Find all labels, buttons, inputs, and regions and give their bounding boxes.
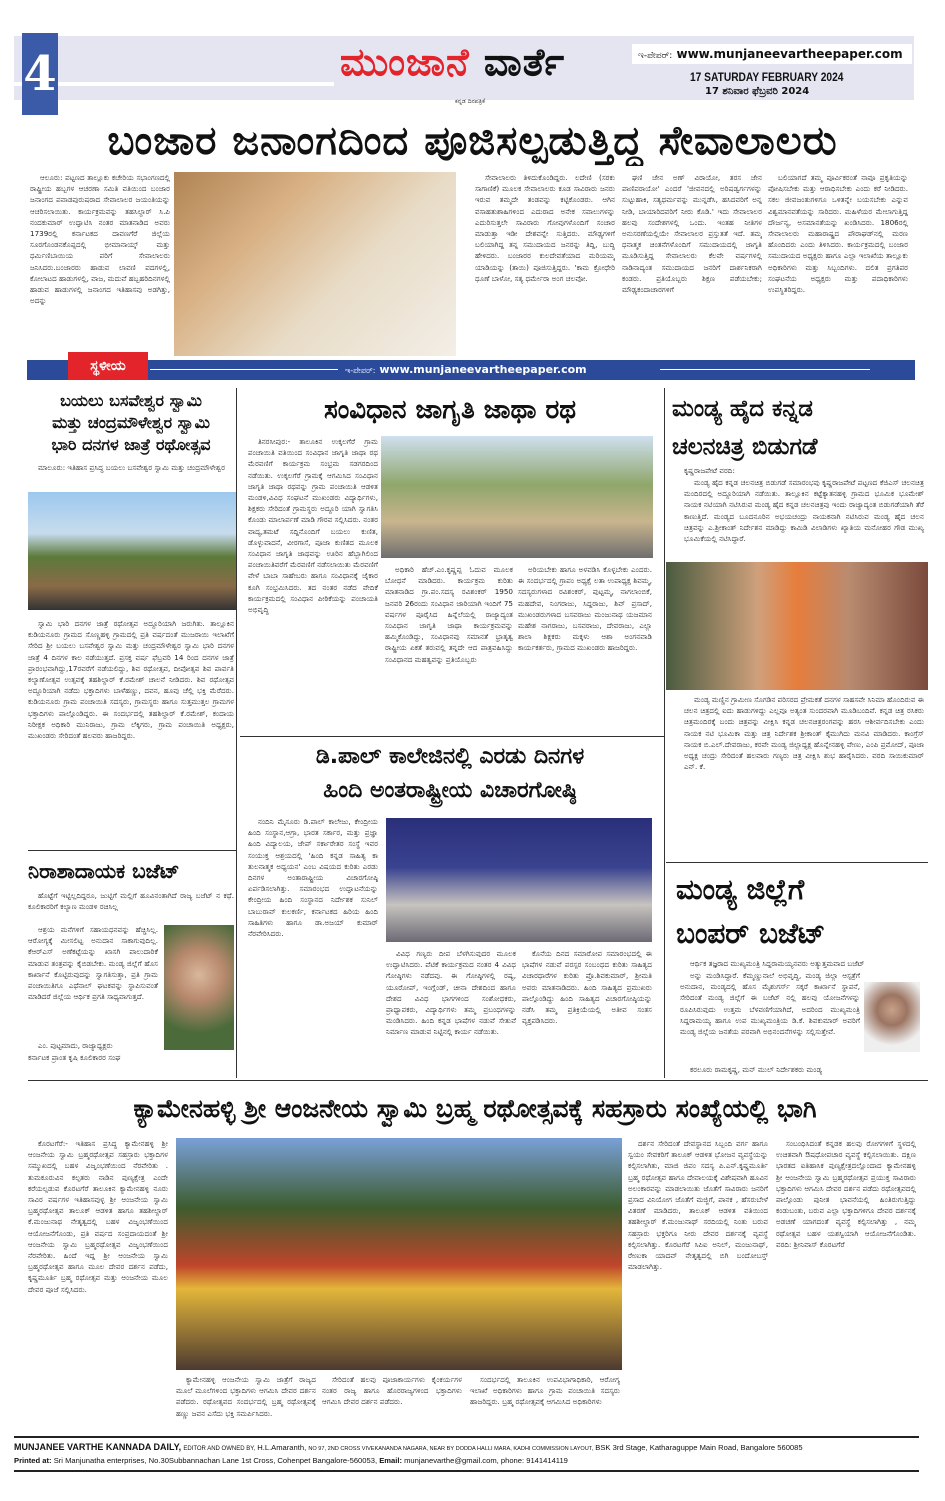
footer-editor-label: EDITOR AND OWNED BY, (183, 1446, 256, 1452)
photo-lamp-lighting (174, 172, 456, 356)
logo-part-2: ವಾರ್ತೆ (483, 40, 566, 84)
hindi-col-1 (248, 816, 378, 1074)
band-rule-left (150, 369, 338, 370)
rathotsava-photo-note-3 (470, 1374, 620, 1430)
budget-disappoint-body-text: ಆಶ್ರಯ ಮನೆಗಳಿಗೆ ಸಹಾಯಧನವನ್ನು ಹೆಚ್ಚಿಸಿಲ್ಲ. ಆರೋಗ್ಯಕ್ಕೆ ಮೀಸಲಿಟ್ಟ ಅನುದಾನ ಸಾಕಾಗುವುದಿಲ್ಲ. ಕೆಆರ್‌ಎಸ್ ಅಣೆಕಟ್ಟೆಯನ್ನು ಖಾಸಗಿ ಪಾಲುದಾರಿಕೆ ಮಾಡುವ ತಂತ್ರವನ್ನು ಕೈಬಿಡಬೇಕು. ಮಂಡ್ಯ ಜಿಲ್ಲೆಗೆ ಹೊಸ ಕಾರ್ಖಾನೆ ಕೊಟ್ಟಿರುವುದನ್ನು ಸ್ವಾಗತಿಸುತ್ತಾ, ಪ್ರತಿ ಗ್ರಾಮ ಪಂಚಾಯಿತಿಗೂ ಎಥೆನಾಲ್ ಘಟಕವನ್ನು ಸ್ಥಾಪಿಸುವಂತೆ ಮಾಡಿದರೆ ಜಿಲ್ಲೆಯ ಆರ್ಥಿಕ ಪ್ರಗತಿ ಸಾಧ್ಯವಾಗುತ್ತದೆ. (28, 925, 158, 1002)
rathotsava-col-1 (28, 1138, 168, 1430)
jatha-col-1-text: ತಿನರಸೀಪುರ:- ತಾಲೂಕಿನ ಉಕ್ಕಲಗೆರೆ ಗ್ರಾಮ ಪಂಚಾಯಿತಿ ವತಿಯಿಂದ ಸಂವಿಧಾನ ಜಾಗೃತಿ ಜಾಥಾ ರಥ ಮೆರವಣಿಗೆ ಕಾರ್ಯಕ್ರಮ ಸಂಭ್ರಮ ಸಡಗರದಿಂದ ನಡೆಯಿತು. ಉಕ್ಕಲಗೆರೆ ಗ್ರಾಮಕ್ಕೆ ಆಗಮಿಸಿದ ಸಂವಿಧಾನ ಜಾಗೃತಿ ಜಾಥಾ ರಥವನ್ನು ಗ್ರಾಮ ಪಂಚಾಯಿತಿ ಆಡಳಿತ ಮಂಡಳಿ,ವಿವಿಧ ಸಂಘಟನೆ ಮುಖಂಡರು ವಿದ್ಯಾರ್ಥಿಗಳು, ಶಿಕ್ಷಕರು ಸೇರಿದಂತೆ ಗ್ರಾಮಸ್ಥರು ಅದ್ದೂರಿ ಯಾಗಿ ಸ್ವಾಗತಿಸಿ ಕೊಂಡು ಮಾಲಾರ್ಪಣೆ ಮಾಡಿ ಗೌರವ ಸಲ್ಲಿಸಿದರು. ನಂತರ ವಾದ್ಯ,ತಮಟೆ ಸದ್ದಿನೊಂದಿಗೆ ಬಯಲು ಕುಣಿತ, ಡೊಳ್ಳುವಾದನೆ, ವೀರಗಾಸೆ, ಪೂಜಾ ಕುಣಿತದ ಮೂಲಕ ಸಂವಿಧಾನ ಜಾಗೃತಿ ಜಾಥವನ್ನು ಊರಿನ ಹೆಬ್ಬಾಗಿಲಿಂದ ಪಂಚಾಯಿತಿವರೆಗೆ ಮೆರವಣಿಗೆ ನಡೆಸಲಾಯಿತು ಮೆರವಣಿಗೆ ವೇಳೆ ಬಾಬಾ ಸಾಹೇಬರು ಹಾಗೂ ಸಂವಿಧಾನಕ್ಕೆ ಜೈಕಾರ ಕೂಗಿ ಸಂಭ್ರಮಿಸಿದರು. ತದ ನಂತರ ನಡೆದ ವೇದಿಕೆ ಕಾರ್ಯಕ್ರಮದಲ್ಲಿ ಸಂವಿಧಾನ ಪೀಠಿಕೆಯನ್ನು ಪಂಚಾಯತಿ ಅಭಿವೃದ್ಧಿ (248, 437, 378, 615)
jatha-headline: ಸಂವಿಧಾನ ಜಾಗೃತಿ ಜಾಥಾ ರಥ (323, 395, 577, 425)
hindi-col-3 (522, 948, 652, 1074)
divider (240, 736, 664, 737)
epaper-url[interactable]: www.munjaneevartheepaper.com (676, 47, 903, 61)
footer-printed-label: Printed at: (14, 1456, 52, 1465)
bumper-body (680, 970, 860, 1062)
basaveshwara-headline-1: ಬಯಲು ಬಸವೇಶ್ವರ ಸ್ವಾಮಿ (60, 391, 202, 410)
hindi-headline-2: ಹಿಂದಿ ಅಂತರಾಷ್ಟ್ರೀಯ ವಿಚಾರಗೋಷ್ಠಿ (323, 778, 577, 803)
jatha-col-3-text: ಅರಿಯಬೇಕು ಹಾಗೂ ಅಳವಡಿಸಿ ಕೊಳ್ಳಬೇಕು ಎಂದರು. ಈ ಸಂದರ್ಭದಲ್ಲಿ ಗ್ರಾಪಂ ಅಧ್ಯಕ್ಷೆ ಲತಾ ಉಪಾಧ್ಯಕ್ಷ ಶಿವಮ್ಮ, ಸದಸ್ಯರುಗಳಾದ ರವಿಶಂಕರ್, ಪುಟ್ಟಮ್ಮ, ನಾಗಲಾಂಬಿಕೆ, ಮಹದೇವ, ನಿಂಗರಾಜು, ಸಿದ್ದರಾಜು, ಶಿವ್ ಪ್ರಸಾದ್, ಮುಖಂಡರುಗಳಾದ ಬಸವರಾಜು ಮಂಜುನಾಥ ಯಜಮಾನ ಮಹೇಶ ನಾಗರಾಜು, ಬಸವರಾಜು, ದೇವರಾಜು, ಎಲ್ಲಾ ಶಾಲಾ ಶಿಕ್ಷಕರು ಮಕ್ಕಳು ಆಶಾ ಅಂಗನವಾಡಿ ಕಾರ್ಯಕರ್ತರು, ಗ್ರಾಮದ ಮುಖಂಡರು ಹಾಜರಿದ್ದರು. (518, 565, 652, 653)
epaper-link-band[interactable] (345, 361, 587, 380)
budget-disappoint-body (28, 924, 158, 1036)
rathotsava-col-4-text: ಸಂಬಂಧಿಸಿದಂತೆ ಕನ್ನಡಕ ಹಲವು ರೋಗಗಳಿಗೆ ಸ್ಥಳದಲ್ಲಿ ಉಚಿತವಾಗಿ ಔಷಧೋಪಚಾರ ವ್ಯವಸ್ಥೆ ಕಲ್ಪಿಸಲಾಯಿತು. ದಕ್ಷಿಣ ಭಾರತದ ಐತಿಹಾಸಿಕ ಪುಣ್ಯಕ್ಷೇತ್ರದಲ್ಲೊಂದಾದ ಕ್ಯಾಮೇನಹಳ್ಳಿ ಶ್ರೀ ಆಂಜನೇಯ ಸ್ವಾಮಿ ಬ್ರಹ್ಮರಥೋತ್ಸವ ಪ್ರಯುಕ್ತ ಸಾವಿರಾರು ಭಕ್ತಾದಿಗಳು ಆಗಮಿಸಿ ದೇವರ ದರ್ಶನ ಪಡೆದು ರಥೋತ್ಸವದಲ್ಲಿ ಪಾಲ್ಗೊಂಡು ಪುನೀತ ಭಾವನೆಯಲ್ಲಿ ಹಿಂತಿರುಗುತ್ತಿದ್ದು ಕಂಡುಬಂತು, ಬರುವ ಎಲ್ಲಾ ಭಕ್ತಾದಿಗಳಿಗೂ ದೇವರ ದರ್ಶನಕ್ಕೆ ಅಡಚಣೆ ಯಾಗದಂತೆ ವ್ಯವಸ್ಥೆ ಕಲ್ಪಿಸಲಾಗಿತ್ತು , ನಮ್ಮ ರಥೋತ್ಸವ ಬಹಳ ಯಶಸ್ವಿಯಾಗಿ ಆಯೋಜನೆಗೊಂಡಿತು. ವರದಿ: ಶ್ರೀನಿವಾಸ್ ಕೊರಟಗೆರೆ (776, 1139, 916, 1249)
rathotsava-photo-note-1-text: ಕ್ಯಾಮೇನಹಳ್ಳಿ ಆಂಜನೇಯ ಸ್ವಾಮಿ ಜಾತ್ರೆಗೆ ರಾಜ್ಯದ ಮೂಲೆ ಮೂಲೆಗಳಿಂದ ಭಕ್ತಾದಿಗಳು ಆಗಮಿಸಿ ದೇವರ ದರ್ಶನ ಪಡೆದರು. ರಥೋತ್ಸವದ ಸಂದರ್ಭದಲ್ಲಿ ಬ್ರಹ್ಮ ರಥೋತ್ಸವಕ್ಕೆ ಹಣ್ಣು ಜವನ ಎಸೆದು ಭಕ್ತಿ ಸಮರ್ಪಿಸಿದರು. (176, 1375, 316, 1418)
lead-col-3 (622, 172, 762, 352)
budget-disappoint-byline-1-text: ಎಂ. ಪುಟ್ಟಮಾದು, ರಾಜ್ಯಾಧ್ಯಕ್ಷರು (38, 1041, 113, 1050)
film-intro (684, 477, 924, 557)
photo-hindi-seminar (386, 818, 652, 942)
bumper-body-text: ಅನ್ನು ಮಂಡಿಸಿದ್ದಾರೆ. ಕೆಮ್ಮಣ್ಣುನಾಲೆ ಅಭಿವೃದ್ಧಿ, ಮಂಡ್ಯ ಜಿಲ್ಲಾ ಆಸ್ಪತ್ರೆಗೆ ಅನುದಾನ, ಮಂಡ್ಯದಲ್ಲಿ ಹೊಸ ಮೈಶುಗರ್ಸ್ ಸಕ್ಕರೆ ಕಾರ್ಖಾನೆ ಸ್ಥಾಪನೆ, ಸೇರಿದಂತೆ ಮಂಡ್ಯ ಜಿಲ್ಲೆಗೆ ಈ ಬಜೆಟ್ ನಲ್ಲಿ ಹಲವು ಯೋಜನೆಗಳನ್ನು ರೂಪಿಸಿರುವುದು ಉತ್ತಮ ಬೆಳವಣಿಗೆಯಾಗಿದೆ, ಅದರಿಂದ ಮುಖ್ಯಮಂತ್ರಿ ಸಿದ್ದರಾಮಯ್ಯ ಹಾಗೂ ಉಪ ಮುಖ್ಯಮಂತ್ರಿಯ ಡಿ.ಕೆ. ಶಿವಕುಮಾರ್ ಅವರಿಗೆ ಮಂಡ್ಯ ಜಿಲ್ಲೆಯ ಜನತೆಯ ಪರವಾಗಿ ಅಭಿನಂದನೆಗಳನ್ನು ಸಲ್ಲಿಸುತ್ತೇವೆ. (680, 971, 860, 1037)
footer-publisher-line (14, 1442, 803, 1452)
bumper-byline (680, 1064, 920, 1076)
column-divider-right (664, 388, 665, 1078)
lead-col-4-text: ಬಲಿಯಾಗದೆ ತಮ್ಮ ಪೂರ್ವಿಕರಂತೆ ನಾವೂ ಪ್ರಕೃತಿಯನ್ನು ಪೋಷಿಸಬೇಕು ಮತ್ತು ಆರಾಧಿಸಬೇಕು ಎಂದು ಕರೆ ನೀಡಿದರು. ಸಕಲ ಜೀವಜಂತುಗಳಿಗೂ ಒಳಿತನ್ನೇ ಬಯಸಬೇಕು ಎನ್ನುವ ವಿಶ್ವಮಾನವತೆಯನ್ನು ಸಾರಿದರು. ಮಹಿಳೆಯರ ಮೇಲಾಗುತ್ತಿದ್ದ ದೌರ್ಜನ್ಯ, ಅಸಮಾನತೆಯನ್ನು ಖಂಡಿಸಿದರು. 1806ರಲ್ಲಿ ಸೇವಾಲಾಲರು ಮಹಾರಾಷ್ಟ್ರದ ಪೌರಾಘಡ್‌ನಲ್ಲಿ ಮರಣ ಹೊಂದಿದರು ಎಂದು ತಿಳಿಸಿದರು. ಕಾರ್ಯಕ್ರಮದಲ್ಲಿ ಬಂಜಾರ ಸಮುದಾಯದ ಅಧ್ಯಕ್ಷರು ಹಾಗೂ ಎಲ್ಲಾ ಇಲಾಖೆಯ ತಾಲ್ಲೂಕು ಅಧಿಕಾರಿಗಳು ಮತ್ತು ಸಿಬ್ಬಂದಿಗಳು. ದಲಿತ ಪ್ರಗತಿಪರ ಸಂಘಟನೆಯ ಅಧ್ಯಕ್ಷರು ಮತ್ತು ಪದಾಧಿಕಾರಿಗಳು ಉಪಸ್ಥಿತರಿದ್ದರು. (768, 173, 908, 295)
basaveshwara-headline-2: ಮತ್ತು ಚಂದ್ರಮೌಳೇಶ್ವರ ಸ್ವಾಮಿ (52, 413, 210, 432)
hindi-col-2 (386, 948, 516, 1074)
photo-jatha-procession (381, 436, 653, 558)
date-english: 17 SATURDAY FEBRUARY 2024 (690, 70, 844, 84)
rathotsava-photo-note-2 (322, 1374, 462, 1430)
footer-email-label: Email: (379, 1456, 402, 1465)
budget-disappoint-byline-2 (28, 1052, 158, 1064)
divider (666, 862, 928, 863)
epaper-band-label: ಇ-ಪೇಪರ್: (345, 366, 376, 375)
lead-col-2 (475, 172, 615, 352)
page-number: 4 (22, 33, 58, 115)
rathotsava-col-1-text: ಕೊರಟಗೆರೆ:- ಇತಿಹಾಸ ಪ್ರಸಿದ್ಧ ಕ್ಯಾಮೇನಹಳ್ಳಿ ಶ್ರೀ ಆಂಜನೇಯ ಸ್ವಾಮಿ ಬ್ರಹ್ಮರಥೋತ್ಸವ ಸಹಸ್ರಾರು ಭಕ್ತಾದಿಗಳ ಸಮ್ಮುಖದಲ್ಲಿ ಬಹಳ ವಿಜೃಂಭಣೆಯಿಂದ ನೆರವೇರಿತು . ತುಮಕೂರುವಿನ ಕಲ್ಪತರು ನಾಡಿನ ಪುಣ್ಯಕ್ಷೇತ್ರ ಎಂದೇ ಕರೆಯಲ್ಪಡುವ ಕೊರಟಗೆರೆ ತಾಲೂಕಿನ ಕ್ಯಾಮೇನಹಳ್ಳಿ ನೂರು ಸಾವಿರ ವರ್ಷಗಳ ಇತಿಹಾಸವುಳ್ಳ ಶ್ರೀ ಆಂಜನೇಯ ಸ್ವಾಮಿ ಬ್ರಹ್ಮರಥೋತ್ಸವ ತಾಲೂಕ್ ಆಡಳಿತ ಹಾಗೂ ತಹಶೀಲ್ದಾರ್ ಕೆ.ಮಂಜುನಾಥ ನೇತೃತ್ವದಲ್ಲಿ ಬಹಳ ವಿಜೃಂಭಣೆಯಿಂದ ಆಯೋಜನೆಗೊಂಡು, ಪ್ರತಿ ವರ್ಷದ ಸಂಪ್ರದಾಯದಂತೆ ಶ್ರೀ ಆಂಜನೇಯ ಸ್ವಾಮಿ ಬ್ರಹ್ಮರಥೋತ್ಸವ ವಿಜೃಂಭಣೆಯಿಂದ ನೆರವೇರಿತು. ಹಿಂದೆ ಇದ್ದ ಶ್ರೀ ಆಂಜನೇಯ ಸ್ವಾಮಿ ಬ್ರಹ್ಮರಥೋತ್ಸವ ಹಾಗೂ ಮೂಲ ದೇವರ ದರ್ಶನ ಪಡೆದು, ಕೃಷ್ಣಮೂರ್ತಿ ಬ್ರಹ್ಮ ರಥೋತ್ಸವ ಮತ್ತು ಆಂಜನೇಯ ಮೂಲ ದೇವರ ಪೂಜೆ ಸಲ್ಲಿಸಿದರು. (28, 1139, 168, 1294)
basaveshwara-body (28, 618, 234, 846)
film-headline-2: ಚಲನಚಿತ್ರ ಬಿಡುಗಡೆ (672, 434, 818, 460)
rathotsava-photo-note-2-text: ಸೇರಿದಂತೆ ಹಲವು ಪೂಜಾಕಾರ್ಯಗಳು ಕೈಂಕರ್ಯಗಳ ನಂತರ ರಾಜ್ಯ ಹಾಗೂ ಹೊರರಾಜ್ಯಗಳಿಂದ ಭಕ್ತಾದಿಗಳು ಆಗಮಿಸಿ ದೇವರ ದರ್ಶನ ಪಡೆದರು. (322, 1375, 462, 1407)
jatha-col-2 (385, 564, 513, 734)
epaper-label: ಇ-ಪೇಪರ್: (638, 51, 673, 61)
footer-editor-name: H.L.Amaranth, (257, 1443, 307, 1452)
photo-portrait-ramakrishna (864, 982, 920, 1052)
date-kannada: 17 ಶನಿವಾರ ಫೆಬ್ರವರಿ 2024 (705, 86, 810, 97)
rathotsava-col-3-text: ದರ್ಶನ ಸೇರಿದಂತೆ ದೇವಸ್ಥಾನದ ಸಿಬ್ಬಂದಿ ವರ್ಗ ಹಾಗೂ ಸ್ವಯಂ ಸೇವಕರಿಗೆ ತಾಲೂಕ್ ಆಡಳಿತ ಭೋಜನ ವ್ಯವಸ್ಥೆಯನ್ನು ಕಲ್ಪಿಸಲಾಗಿತು, ಮಾಜಿ ಜಿಪಂ ಸದಸ್ಯ ಪಿ.ಎನ್.ಕೃಷ್ಣಮೂರ್ತಿ ಬ್ರಹ್ಮ ರಥೋತ್ಸವ ಹಾಗೂ ದೇವಾಲಯಕ್ಕೆ ವಿಶೇಷವಾಗಿ ಹೂವಿನ ಅಲಂಕಾರವನ್ನು ಮಾಡಲಾಯಿತು ಜೊತೆಗೆ ಸಾವಿರಾರು ಜನರಿಗೆ ಪ್ರಸಾದ ವಿನಿಯೋಗ ಜೊತೆಗೆ ಮಜ್ಜಿಗೆ, ಪಾನಕ , ಹೆಸರುಬೇಳೆ ವಿತರಣೆ ಮಾಡಿದರು, ತಾಲೂಕ್ ಆಡಳಿತ ವತಿಯಿಂದ ತಹಶೀಲ್ದಾರ್ ಕೆ.ಮಂಜುನಾಥ್ ಸರದಿಯಲ್ಲಿ ನಿಂತು ಬರುವ ಸಹಸ್ರಾರು ಭಕ್ತರಿಗೂ ನೀರು ದೇವರ ದರ್ಶನಕ್ಕೆ ವ್ಯವಸ್ಥೆ ಕಲ್ಪಿಸಲಾಗಿತ್ತು. ಕೊರಟಗೆರೆ ಸಿಪಿಐ ಅನಿಲ್, ಮಂಜುನಾಥ್, ರೇಣುಕಾ ಯಾದವ್ ನೇತೃತ್ವದಲ್ಲಿ ಬಿಗಿ ಬಂದೋಬಸ್ತ್ ಮಾಡಲಾಗಿತ್ತು. (628, 1139, 768, 1272)
basaveshwara-headline-3: ಭಾರಿ ದನಗಳ ಜಾತ್ರೆ ರಥೋತ್ಸವ (51, 435, 211, 454)
epaper-band-url[interactable]: www.munjaneevartheepaper.com (379, 363, 587, 376)
footer-rule-bottom (14, 1470, 919, 1472)
basaveshwara-body-text: ಸ್ವಾಮಿ ಭಾರಿ ದನಗಳ ಜಾತ್ರೆ ರಥೋತ್ಸವ ಅದ್ದೂರಿಯಾಗಿ ಜರುಗಿತು. ತಾಲ್ಲೂಕಿನ ಕುಡಿಯನೂರು ಗ್ರಾಮದ ಸೊಣ್ಣಹಳ್ಳಿ ಗ್ರಾಮದಲ್ಲಿ ಪ್ರತಿ ವರ್ಷದಂತೆ ಮುಜರಾಯಿ ಇಲಾಖೆಗೆ ಸೇರಿದ ಶ್ರೀ ಬಯಲು ಬಸವೇಶ್ವರ ಸ್ವಾಮಿ ಮತ್ತು ಚಂದ್ರಮೌಳೇಶ್ವರ ಸ್ವಾಮಿ ಭಾರಿ ದನಗಳ ಜಾತ್ರೆ 4 ದಿನಗಳ ಕಾಲ ನಡೆಯುತ್ತದೆ. ಪ್ರಸಕ್ತ ವರ್ಷ ಫೆಬ್ರವರಿ 14 ರಿಂದ ದನಗಳ ಜಾತ್ರೆ ಪ್ರಾರಂಭವಾಗಿದ್ದು,17ರವರೆಗೆ ನಡೆಯಲಿದ್ದು, ಶಿವ ರಥೋತ್ಸವ, ದೀಪೋತ್ಸವ ಶಿವ ಪಾರ್ವತಿ ಕಲ್ಯಾಣೋತ್ಸವ ಉತ್ಸವಕ್ಕೆ ತಹಶಿಲ್ದಾರ್ ಕೆ.ರಮೇಶ್ ಚಾಲನೆ ನೀಡಿದರು. ಶಿವ ರಥೋತ್ಸವ ಅದ್ದೂರಿಯಾಗಿ ನಡೆದು ಭಕ್ತಾದಿಗಳು ಬಾಳೆಹಣ್ಣು, ದವನ, ಹೂವು ಚೆಲ್ಲಿ ಭಕ್ತಿ ಮೆರೆದರು. ಕುಡಿಯನೂರು ಗ್ರಾಮ ಪಂಚಾಯಿತಿ ಸದಸ್ಯರು, ಗ್ರಾಮಸ್ಥರು ಹಾಗೂ ಸುತ್ತಮುತ್ತಲ ಗ್ರಾಮಗಳ ಭಕ್ತಾದಿಗಳು ಪಾಲ್ಗೊಂಡಿದ್ದರು. ಈ ಸಂದರ್ಭದಲ್ಲಿ ತಹಶಿಲ್ದಾರ್ ಕೆ.ರಮೇಶ್, ಕಂದಾಯ ನಿರೀಕ್ಷಕ ಅಧಿಕಾರಿ ಮುನಿರಾಜು, ಗ್ರಾಮ ಲೆಕ್ಕಿಗರು, ಗ್ರಾಮ ಪಂಚಾಯಿತಿ ಅಧ್ಯಕ್ಷರು, ಮುಖಂಡರು ಸೇರಿದಂತೆ ಹಲವರು ಹಾಜರಿದ್ದರು. (28, 619, 234, 741)
film-body (684, 694, 924, 854)
logo-tagline: ಕನ್ನಡ ದಿನಪತ್ರಿಕೆ (455, 98, 486, 105)
bumper-headline-2: ಬಂಪರ್ ಬಜೆಟ್ (676, 917, 826, 950)
jatha-col-3 (518, 564, 652, 734)
budget-disappoint-headline: ನಿರಾಶಾದಾಯಕ ಬಜೆಟ್ (28, 859, 180, 883)
film-intro-text: ಮಂಡ್ಯ ಹೈದ ಕನ್ನಡ ಚಲನಚಿತ್ರ ಬಿಡುಗಡೆ ಸಮಾರಂಭವು ಕೃಷ್ಣರಾಜಪೇಟೆ ಪಟ್ಟಣದ ಕೆಜಿಎಸ್ ಚಲನಚಿತ್ರ ಮಂದಿರದಲ್ಲಿ ಅದ್ದೂರಿಯಾಗಿ ನಡೆಯಿತು. ತಾಲ್ಲೂಕಿನ ಕಟ್ಟೆಕ್ಯಾತನಹಳ್ಳಿ ಗ್ರಾಮದ ಭೂಮಿಕ ಭೂಮೇಶ್ ನಾಯಕ ನಟಿಯಾಗಿ ನಟಿಸಿರುವ ಮಂಡ್ಯ ಹೈದ ಕನ್ನಡ ಚಲನಚಿತ್ರವು ಇಂದು ರಾಜ್ಯಾದ್ಯಂತ ಬಿಡುಗಡೆಯಾಗಿ ತೆರೆ ಕಾಣುತ್ತಿದೆ. ಮಂಡ್ಯದ ಬೂದನೂರಿನ ಅಭಯಚಂದ್ರು ನಾಯಕನಾಗಿ ನಟಿಸಿರುವ ಮಂಡ್ಯ ಹೈದ ಚಲನ ಚಿತ್ರವನ್ನು ಎ.ಶ್ರೀಕಾಂತ್ ನಿರ್ದೇಶನ ಮಾಡಿದ್ದು ಕಾಮಿಡಿ ವಿಲಾಡಿಗಳು ಖ್ಯಾತಿಯ ಮನೋಹರ ಗೌಡ ಮುಖ್ಯ ಭೂಮಿಕೆಯಲ್ಲಿ ನಟಿಸಿದ್ದಾರೆ. (684, 478, 924, 544)
bumper-intro (680, 958, 920, 970)
hindi-col-3-text: ಕೊನೆಯ ದಿನದ ಸಮಾರೋಪ ಸಮಾರಂಭದಲ್ಲಿ ಈ ಭಾಷೆಗಳ ನಡುವೆ ಪರಸ್ಪರ ಸಂಬಂಧದ ಕುರಿತು ಸಾಹಿತ್ಯದ ವಿಚಾರಧಾರೆಗಳ ಕುರಿತು ಪ್ರೊ.ಶಿವಕುಮಾರ್, ಶ್ರೀಮತಿ ಅವರು ಮಾತನಾಡಿದರು. ಹಿಂದಿ ಸಾಹಿತ್ಯದ ಪ್ರಮುಖರು ಪಾಲ್ಗೊಂಡಿದ್ದು ಹಿಂದಿ ಸಾಹಿತ್ಯದ ವಿಚಾರಗೋಷ್ಠಿಯನ್ನು ನಡೆಸಿ ತಮ್ಮ ಪ್ರತಿಕ್ರಿಯೆಯಲ್ಲಿ ಅತೀವ ಸಂತಸ ವ್ಯಕ್ತಪಡಿಸಿದರು. (522, 949, 652, 1026)
footer-publisher: MUNJANEE VARTHE KANNADA DAILY, (14, 1442, 182, 1452)
footer-printer-line (14, 1456, 568, 1465)
budget-disappoint-byline-1 (28, 1040, 158, 1052)
photo-temple-chariot (176, 1138, 622, 1370)
lead-col-3-text: ಘಣಿ ಜೇನ ಅಣ್ ವಿರಾಯೋ, ತರಸ ಜೇನ ಪಾಣಿಪರಾಯೋ' ಎಂದರೆ 'ಜೀವನದಲ್ಲಿ ಅರಿಷಡ್ವರ್ಗಗಳನ್ನು ಸುಟ್ಟುಹಾಕಿ, ಸತ್ಯಧರ್ಮವನ್ನು ಮುನ್ನಡೆಸಿ, ಹಸಿದವರಿಗೆ ಅನ್ನ ನೀಡಿ, ಬಾಯಾರಿದವರಿಗೆ ನೀರು ಕೊಡಿ.' ಇದು ಸೇವಾಲಾಲರ ಹಲವು ಸಂದೇಶಗಳಲ್ಲಿ ಒಂದು. ಇಂತಹ ನೀತಿಗಳ ಅನುಸರಣೆಯಲ್ಲಿಯೇ ಸೇವಾಲಾಲರ ಪ್ರಸ್ತುತತೆ ಇದೆ. ತಮ್ಮ ಧನಾತ್ಮಕ ಚಿಂತನೆಗಳೊಂದಿಗೆ ಸಮುದಾಯದಲ್ಲಿ ಜಾಗೃತಿ ಮೂಡಿಸುತ್ತಿದ್ದ ಸೇವಾಲಾಲರು ಕೆಲವೇ ವರ್ಷಗಳಲ್ಲಿ ನಾಡಿನಾದ್ಯಂತ ಸಮುದಾಯದ ಜನರಿಗೆ ದಾರ್ಶನಿಕರಾಗಿ ಕಂಡರು. ಪ್ರತಿಯೊಬ್ಬರು ಶಿಕ್ಷಣ ಪಡೆಯಬೇಕು; ಮೌಢ್ಯಕಂದಾಚಾರಗಳಿಗೆ (622, 173, 762, 295)
footer-phone: phone: 9141414119 (500, 1456, 568, 1465)
newspaper-logo (340, 40, 640, 100)
divider (28, 1080, 928, 1081)
epaper-link-top[interactable] (632, 44, 912, 64)
lead-col-4 (768, 172, 908, 352)
lead-col-2-text: ಸೇವಾಲಾಲರು ತಿಳಿದುಕೊಂಡಿದ್ದರು. ಲದೇಣಿ (ಸರಕು ಸಾಗಾಣಿಕೆ) ಮೂಲಕ ಸೇವಾಲಾಲರು ಕೂಡ ಸಾವಿರಾರು ಜನರು ಇರುವ ತಮ್ಮದೇ ತಂಡವನ್ನು ಕಟ್ಟಿಕೊಂಡರು. ಆಗಿನ ವಸಾಹತುಶಾಹಿಗಳಿಂದ ಎದುರಾದ ಅನೇಕ ಸವಾಲುಗಳನ್ನು ಎದುರಿಸುತ್ತಲೇ ಸಾವಿರಾರು ಗೋವುಗಳೊಂದಿಗೆ ಸಂಚಾರ ಮಾಡುತ್ತಾ ಇಡೀ ದೇಶವನ್ನೇ ಸುತ್ತಿದರು. ಮೌಢ್ಯಗಳಿಗೆ ಬಲಿಯಾಗಿದ್ದ ತನ್ನ ಸಮುದಾಯದ ಜನರನ್ನು ತಿದ್ದಿ, ಬುದ್ಧಿ ಹೇಳಿದರು. ಬಂಜಾರರ ಕುಲದೇವತೆಯಾದ ಮರಿಯಮ್ಮ ಯಾಡಿಯನ್ನು (ತಾಯಿ) ಪೂಜಿಸುತ್ತಿದ್ದರು. 'ಕಾಮ ಕ್ರೋಧೇರಿ ಧೂಣೆ ಬಾಳೋ, ಸತ್ಯ ಧರ್ಮೇರಾ ಅಂಗ ಚಲವೋ. (475, 173, 615, 283)
rathotsava-headline: ಕ್ಯಾಮೇನಹಳ್ಳಿ ಶ್ರೀ ಆಂಜನೇಯ ಸ್ವಾಮಿ ಬ್ರಹ್ಮ ರಥೋತ್ಸವಕ್ಕೆ ಸಹಸ್ರಾರು ಸಂಖ್ಯೆಯಲ್ಲಿ ಭಾಗಿ (133, 1094, 817, 1123)
bumper-headline-1: ಮಂಡ್ಯ ಜಿಲ್ಲೆಗೆ (676, 873, 805, 906)
logo-part-1: ಮುಂಜಾನೆ (340, 40, 470, 84)
column-divider-left (236, 388, 237, 1078)
bumper-intro-text: ಆರ್ಥಿಕ ತಜ್ಞರಾದ ಮುಖ್ಯಮಂತ್ರಿ ಸಿದ್ದರಾಮಯ್ಯನವರು ಅತ್ಯುತ್ತಮವಾದ ಬಜೆಟ್ (690, 959, 865, 968)
photo-portrait-puttamadu (164, 925, 234, 1050)
section-label-local: ಸ್ಥಳೀಯ (68, 352, 148, 380)
rathotsava-col-3 (628, 1138, 768, 1430)
footer-rule-top (14, 1436, 919, 1438)
bumper-byline-text: ಕರಲೂರು ರಾಮಕೃಷ್ಣ, ಮನ್ ಮುಲ್ ನಿರ್ದೇಶಕರು ಮಂಡ್ಯ (690, 1065, 823, 1074)
divider (28, 850, 236, 851)
jatha-col-1 (248, 436, 378, 734)
film-headline-1: ಮಂಡ್ಯ ಹೈದ ಕನ್ನಡ (672, 396, 813, 422)
budget-disappoint-byline-2-text: ಕರ್ನಾಟಕ ಪ್ರಾಂತ ಕೃಷಿ ಕೂಲಿಕಾರರ ಸಂಘ (28, 1053, 121, 1062)
photo-chariot-procession (28, 492, 236, 610)
jatha-col-2-text: ಅಧಿಕಾರಿ ಹೆಚ್.ಎಂ.ಕೃಷ್ಣಪ್ಪ ಓದುವ ಮೂಲಕ ಬೋಧನೆ ಮಾಡಿದರು. ಕಾರ್ಯಕ್ರಮ ಕುರಿತು ಮಾತನಾಡಿದ ಗ್ರಾ.ಪಂ.ಸದಸ್ಯ ರವಿಶಂಕರ್ 1950 ಜನವರಿ 26ರಂದು ಸಂವಿಧಾನ ಜಾರಿಯಾಗಿ ಇಂದಿಗೆ 75 ವರ್ಷಗಳ ಪೂರೈಸಿದ ಹಿನ್ನೆಲೆಯಲ್ಲಿ ರಾಜ್ಯಾದ್ಯಂತ ಸಂವಿಧಾನ ಜಾಗೃತಿ ಜಾಥಾ ಕಾರ್ಯಕ್ರಮವನ್ನು ಹಮ್ಮಿಕೊಂಡಿದ್ದು, ಸಂವಿಧಾನವು ಸಮಾನತೆ ಭ್ರಾತೃತ್ವ ರಾಷ್ಟ್ರೀಯ ಏಕತೆ ತರುವಲ್ಲಿ ತನ್ನದೇ ಆದ ಪಾತ್ರವಹಿಸಿದ್ದು ಸಂವಿಧಾನದ ಮಹತ್ವವನ್ನು ಪ್ರತಿಯೊಬ್ಬರು (385, 565, 513, 664)
budget-disappoint-intro-text: ಹೊಟ್ಟೆಗೆ ಇಟ್ಟಿಲ್ಲದಿದ್ದರೂ, ಜುಟ್ಟಿಗೆ ಮಲ್ಲಿಗೆ ಹೂವಿನಂತಾಗಿದೆ ರಾಜ್ಯ ಬಜೆಟ್ ನ ಕಥೆ. ಕೂಲಿಕಾರರಿಗೆ ಕಲ್ಯಾಣ ಮಂಡಳಿ ರಚಿಸಿಲ್ಲ (28, 891, 234, 912)
film-body-text: ಮಂಡ್ಯ ಮಣ್ಣಿನ ಗ್ರಾಮೀಣ ಸೊಗಡಿನ ಪರಿಸರದ ಪ್ರೇಮಕತೆ ದನಗಳ ಸಾಹಸವೇ ಸಿನಿಮಾ ಹೊಂದಿರುವ ಈ ಚಲನ ಚಿತ್ರದಲ್ಲಿ ಐದು ಹಾಡುಗಳಿದ್ದು ಎಲ್ಲವೂ ಅತ್ಯಂತ ಸುಂದರವಾಗಿ ಮೂಡಿಬಂದಿವೆ. ಕನ್ನಡ ಚಿತ್ರ ರಸಿಕರು ಚಿತ್ರಮಂದಿರಕ್ಕೆ ಬಂದು ಚಿತ್ರವನ್ನು ವೀಕ್ಷಿಸಿ ಕನ್ನಡ ಚಲನಚಿತ್ರರಂಗವನ್ನು ಹರಸಿ ಆಶೀರ್ವದಿಸಬೇಕು ಎಂದು ನಾಯಕ ನಟಿ ಭೂಮಿಕಾ ಮತ್ತು ಚಿತ್ರ ನಿರ್ದೇಶಕ ಶ್ರೀಕಾಂತ್ ಕೈಮುಗಿದು ಮನವಿ ಮಾಡಿದರು. ಕಾಂಗ್ರೆಸ್ ನಾಯಕ ಬಿ.ಎಲ್.ದೇವರಾಜು, ಕರವೇ ಮಂಡ್ಯ ಜಿಲ್ಲಾಧ್ಯಕ್ಷ ಹೊನ್ನೇನಹಳ್ಳಿ ವೇಣು, ಎಂಪಿ ಪ್ರಮೋದ್, ಪೂಜಾ ಅಧ್ಯಕ್ಷ ಚಂದ್ರು ಸೇರಿದಂತೆ ಹಲವಾರು ಗಣ್ಯರು ಚಿತ್ರ ವೀಕ್ಷಿಸಿ ಶುಭ ಹಾರೈಸಿದರು. ವರದಿ ಸಾಯಿಕುಮಾರ್ ಎನ್. ಕೆ. (684, 695, 924, 772)
hindi-col-2-text: ವಿವಿಧ ಗಣ್ಯರು ದೀಪ ಬೆಳಗಿಸುವುದರ ಮೂಲಕ ಉದ್ಘಾಟಿಸಿದರು. ಪೆಟಿಕೆ ಕಾರ್ಯಕ್ರಮದ ನಂತರ 4 ವಿವಿಧ ಗೋಷ್ಠಿಗಳು ನಡೆದವು. ಈ ಗೋಷ್ಠಿಗಳಲ್ಲಿ ರಷ್ಯ, ಯೂರೋಪ್, ಇಂಗ್ಲೆಂಡ್, ಚೀನಾ ದೇಶದಿಂದ ಹಾಗೂ ದೇಶದ ವಿವಿಧ ಭಾಗಗಳಿಂದ ಸಂಶೋಧಕರು, ಪ್ರಾಧ್ಯಾಪಕರು, ವಿದ್ಯಾರ್ಥಿಗಳು ತಮ್ಮ ಪ್ರಬಂಧಗಳನ್ನು ಮಂಡಿಸಿದರು. ಹಿಂದಿ ಕನ್ನಡ ಭಾಷೆಗಳ ನಡುವೆ ಸೇತುವೆ ನಿರ್ಮಾಣ ಮಾಡುವ ನಿಟ್ಟಿನಲ್ಲಿ ಕಾರ್ಯ ನಡೆಯಿತು. (386, 949, 516, 1037)
film-dateline (684, 465, 924, 477)
lead-headline: ಬಂಜಾರ ಜನಾಂಗದಿಂದ ಪೂಜಿಸಲ್ಪಡುತ್ತಿದ್ದ ಸೇವಾಲಾಲರು (107, 118, 838, 164)
budget-disappoint-intro (28, 890, 234, 924)
lead-col-1-text: ಆಲೂರು: ಪಟ್ಟಣದ ತಾಲ್ಲೂಕು ಕಚೇರಿಯ ಸಭಾಂಗಣದಲ್ಲಿ ರಾಷ್ಟ್ರೀಯ ಹಬ್ಬಗಳ ಆಚರಣಾ ಸಮಿತಿ ವತಿಯಿಂದ ಬಂಜಾರ ಜನಾಂಗದ ಪವಾಡಪುರುಷರಾದ ಸೇವಾಲಾಲರ ಜಯಂತಿಯನ್ನು ಆಚರಿಸಲಾಯಿತು. ಕಾರ್ಯಕ್ರಮವನ್ನು ತಹಸಿಲ್ದಾರ್ ಸಿ.ಪಿ ನಂದಕುಮಾರ್ ಉದ್ಘಾಟಿಸಿ ನಂತರ ಮಾತನಾಡಿದ ಅವರು 1739ರಲ್ಲಿ ಕರ್ನಾಟಕದ ದಾವಣಗೆರೆ ಜಿಲ್ಲೆಯ ಸೂರಗೊಂಡನಕೊಪ್ಪದಲ್ಲಿ ಭೀಮಾನಾಯ್ಕ್ ಮತ್ತು ಧರ್ಮಿಣಿಬಾಯಿಯ ಪರಿಗೆ ಸೇವಾಲಾಲರು ಜನಿಸಿದರು.ಬಂಜಾರರು ಹಾಡುವ ಲಾವಣಿ ಪದಗಳಲ್ಲಿ, ಕೋಲಾಟದ ಹಾಡುಗಳಲ್ಲಿ, ವಾಜ, ಮದುವೆ ಹಬ್ಬಹರಿದಿನಗಳಲ್ಲಿ ಹಾಡುವ ಹಾಡುಗಳಲ್ಲಿ ಜನಾಂಗದ ಇತಿಹಾಸವು ಅಡಗಿತ್ತು, ಅದನ್ನು (30, 173, 170, 306)
hindi-col-1-text: ನಂದಿನಿ ಮೈಸೂರು ಡಿ.ಪಾಲ್ ಕಾಲೇಜು, ಕೇಂದ್ರೀಯ ಹಿಂದಿ ಸಂಸ್ಥಾನ,ಆಗ್ರಾ, ಭಾರತ ಸರ್ಕಾರ, ಮತ್ತು ಪ್ರಜ್ಞಾ ಹಿಂದಿ ವಿದ್ಯಾಲಯ, ಜೇಪ್ ಸರ್ಕಾರೇತರ ಸಂಸ್ಥೆ ಇವರ ಸಂಯುಕ್ತ ಆಶ್ರಯದಲ್ಲಿ 'ಹಿಂದಿ ಕನ್ನಡ ಸಾಹಿತ್ಯ ಕಾ ತುಲನಾತ್ಮಕ ಅಧ್ಯಯನ' ಎಂಬ ವಿಷಯದ ಕುರಿತು ಎರಡು ದಿನಗಳ ಅಂತಾರಾಷ್ಟ್ರೀಯ ವಿಚಾರಗೋಷ್ಠಿ ಏರ್ಪಡಿಸಲಾಗಿತ್ತು. ಸಮಾರಂಭದ ಉದ್ಘಾಟನೆಯನ್ನು ಕೇಂದ್ರೀಯ ಹಿಂದಿ ಸಂಸ್ಥಾನದ ನಿರ್ದೇಶಕ ಸುನಿಲ್ ಬಾಬುರಾವ್ ಕುಲಕರ್ಣಿ, ಕರ್ನಾಟಕದ ಹಿರಿಯ ಹಿಂದಿ ಸಾಹಿತಿಗಳು ಹಾಗೂ ಡಾ.ಅಜಯ್ ಕುಮಾರ್ ನೆರವೇರಿಸಿದರು. (248, 817, 378, 939)
basaveshwara-intro-text: ಮಾಲೂರು: ಇತಿಹಾಸ ಪ್ರಸಿದ್ಧ ಬಯಲು ಬಸವೇಶ್ವರ ಸ್ವಾಮಿ ಮತ್ತು ಚಂದ್ರಮೌಳೇಶ್ವರ (38, 463, 225, 472)
footer-address-caps: NO 97, 2ND CROSS VIVEKANANDA NAGARA, NEAR BY DODDA HALLI MARA, KADHI COMMISSION LAYOUT, (308, 1446, 594, 1452)
lead-col-1 (30, 172, 170, 352)
basaveshwara-intro (28, 462, 234, 486)
rathotsava-photo-note-1 (176, 1374, 316, 1430)
rathotsava-col-4 (776, 1138, 916, 1430)
footer-address-rest: BSK 3rd Stage, Katharaguppe Main Road, Bangalore 560085 (595, 1443, 803, 1452)
masthead-divider (14, 82, 334, 86)
film-dateline-text: ಕೃಷ್ಣರಾಜಪೇಟೆ ವರದಿ: (684, 466, 735, 475)
photo-film-heroine (666, 562, 928, 690)
band-rule-right (660, 369, 870, 370)
hindi-headline-1: ಡಿ.ಪಾಲ್ ಕಾಲೇಜಿನಲ್ಲಿ ಎರಡು ದಿನಗಳ (315, 744, 585, 769)
rathotsava-photo-note-3-text: ಸಂದರ್ಭದಲ್ಲಿ ತಾಲೂಕಿನ ಉಪವಿಭಾಗಾಧಿಕಾರಿ, ಆರೋಗ್ಯ ಇಲಾಖೆ ಅಧಿಕಾರಿಗಳು ಹಾಗೂ ಗ್ರಾಮ ಪಂಚಾಯಿತಿ ಸದಸ್ಯರು ಹಾಜರಿದ್ದರು. ಬ್ರಹ್ಮ ರಥೋತ್ಸವಕ್ಕೆ ಆಗಮಿಸಿದ ಅಧಿಕಾರಿಗಳು (470, 1375, 620, 1407)
footer-printed-at: Sri Manjunatha enterprises, No.30Subbannachan Lane 1st Cross, Cohenpet Bangalore-560053, (53, 1456, 378, 1465)
footer-email[interactable]: munjanevarthe@gmail.com, (404, 1456, 499, 1465)
